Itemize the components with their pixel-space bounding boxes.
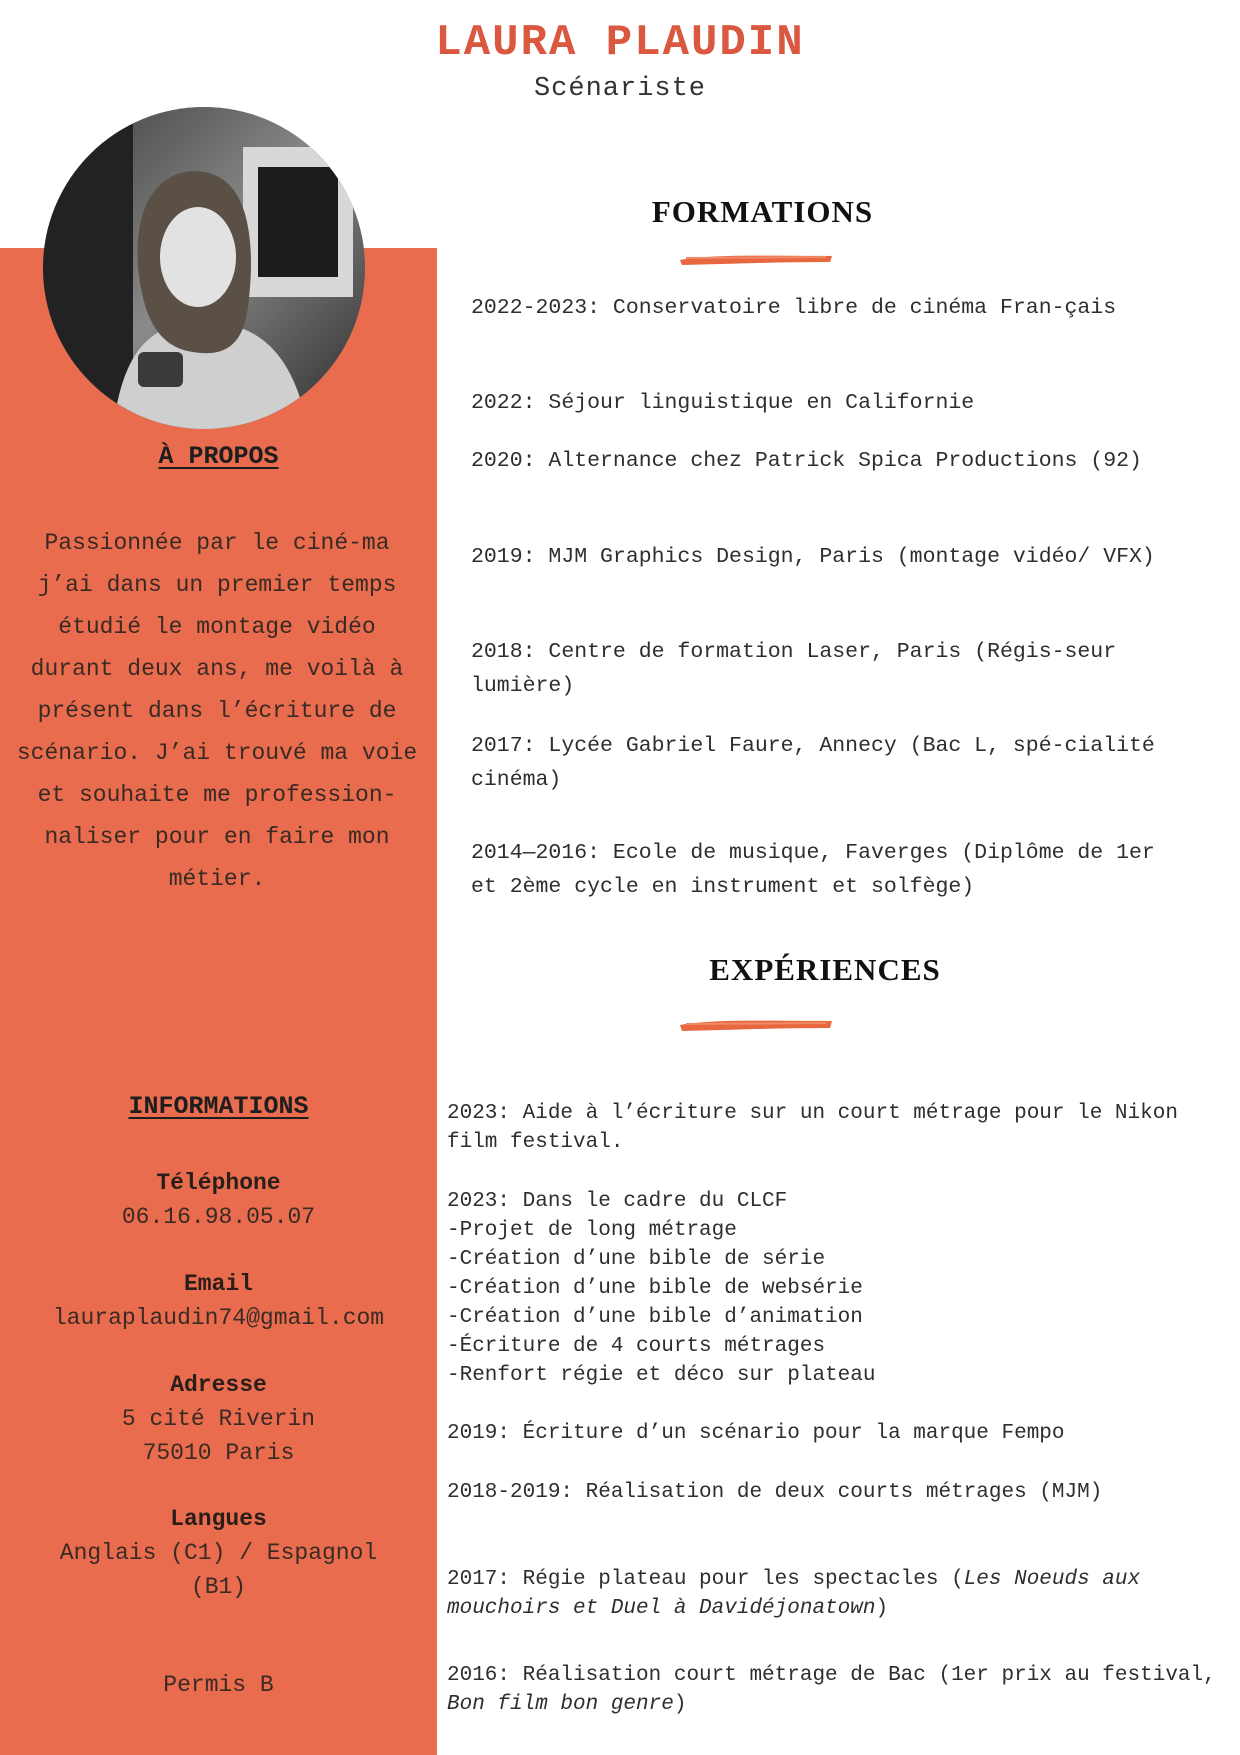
formation-entry: 2018: Centre de formation Laser, Paris (Régis-seur lumière) [471,640,1130,698]
informations-title: INFORMATIONS [128,1092,309,1121]
email-label: Email [183,1271,253,1297]
formation-entry: 2017: Lycée Gabriel Faure, Annecy (Bac L, spé-cialité cinéma) [471,734,1168,792]
experience-bullet: -Projet de long métrage [447,1219,737,1242]
address-line2: 75010 Paris [142,1440,295,1466]
license-value: Permis B [163,1672,274,1698]
phone-value: 06.16.98.05.07 [121,1204,316,1230]
about-title: À PROPOS [158,442,279,471]
languages-line2: (B1) [190,1574,247,1600]
formation-entry: 2022: Séjour linguistique en Californie [471,391,975,415]
portrait-photo [43,107,365,429]
experience-entry [447,1187,1227,1390]
experience-bullet: -Écriture de 4 courts métrages [447,1335,826,1358]
festival-title: Bon film bon genre [447,1693,674,1716]
license-block [0,1668,437,1702]
formation-entry: 2014—2016: Ecole de musique, Faverges (Diplôme de 1er et 2ème cycle en instrument et solfège) [471,841,1168,899]
languages-label: Langues [170,1506,267,1532]
about-text: Passionnée par le ciné-ma j’ai dans un premier temps étudié le montage vidéo durant deux ans, me voilà à présent dans l’écriture de scénario. J’ai trouvé ma voie et souhaite me profession-naliser pour en faire mon métier. [16,530,418,892]
experience-text: 2023: Aide à l’écriture sur un court métrage pour le Nikon film festival. [447,1102,1178,1154]
experience-entry [447,1661,1227,1719]
formation-entry: 2019: MJM Graphics Design, Paris (montage vidéo/ VFX) [471,545,1155,569]
experience-text-part: 2016: Réalisation court métrage de Bac (1er prix au festival, [447,1664,1216,1687]
experience-bullet: -Création d’une bible de websérie [447,1277,863,1300]
experience-bullet: -Création d’une bible de série [447,1248,826,1271]
formation-entry: 2022-2023: Conservatoire libre de cinéma Fran-çais [471,296,1117,320]
experience-entry [447,1565,1227,1623]
experience-text-part: ) [673,1693,687,1716]
brush-stroke-icon [676,250,836,268]
email-block [0,1267,437,1335]
experience-bullet: -Création d’une bible d’animation [447,1306,863,1329]
languages-block [0,1502,437,1604]
candidate-name: LAURA PLAUDIN [435,18,805,68]
experience-text [447,1661,1227,1719]
show-titles: Les Noeuds aux mouchoirs et Duel à Davidéjonatown [447,1568,1141,1620]
experience-entry [447,1419,1227,1448]
formations-title: FORMATIONS [651,194,874,229]
experience-text: 2018-2019: Réalisation de deux courts métrages (MJM) [447,1481,1103,1504]
experience-text-part: 2017: Régie plateau pour les spectacles ( [447,1568,964,1591]
experience-text [447,1565,1227,1623]
formation-entry: 2020: Alternance chez Patrick Spica Productions (92) [471,449,1142,473]
experience-text: 2019: Écriture d’un scénario pour la marque Fempo [447,1422,1065,1445]
phone-label: Téléphone [156,1170,281,1196]
languages-line1: Anglais (C1) / Espagnol [59,1540,378,1566]
experience-text: 2023: Dans le cadre du CLCF [447,1190,788,1213]
candidate-role: Scénariste [533,74,707,104]
experiences-title: EXPÉRIENCES [709,952,941,987]
address-block [0,1368,437,1470]
experience-text-part: ) [875,1597,889,1620]
portrait-image [43,107,365,429]
experience-bullet: -Renfort régie et déco sur plateau [447,1364,876,1387]
experience-entry [447,1099,1227,1157]
brush-stroke-icon [676,1016,836,1034]
experience-entry [447,1478,1227,1507]
phone-block [0,1166,437,1234]
address-line1: 5 cité Riverin [121,1406,316,1432]
email-value: lauraplaudin74@gmail.com [52,1305,385,1331]
address-label: Adresse [170,1372,267,1398]
